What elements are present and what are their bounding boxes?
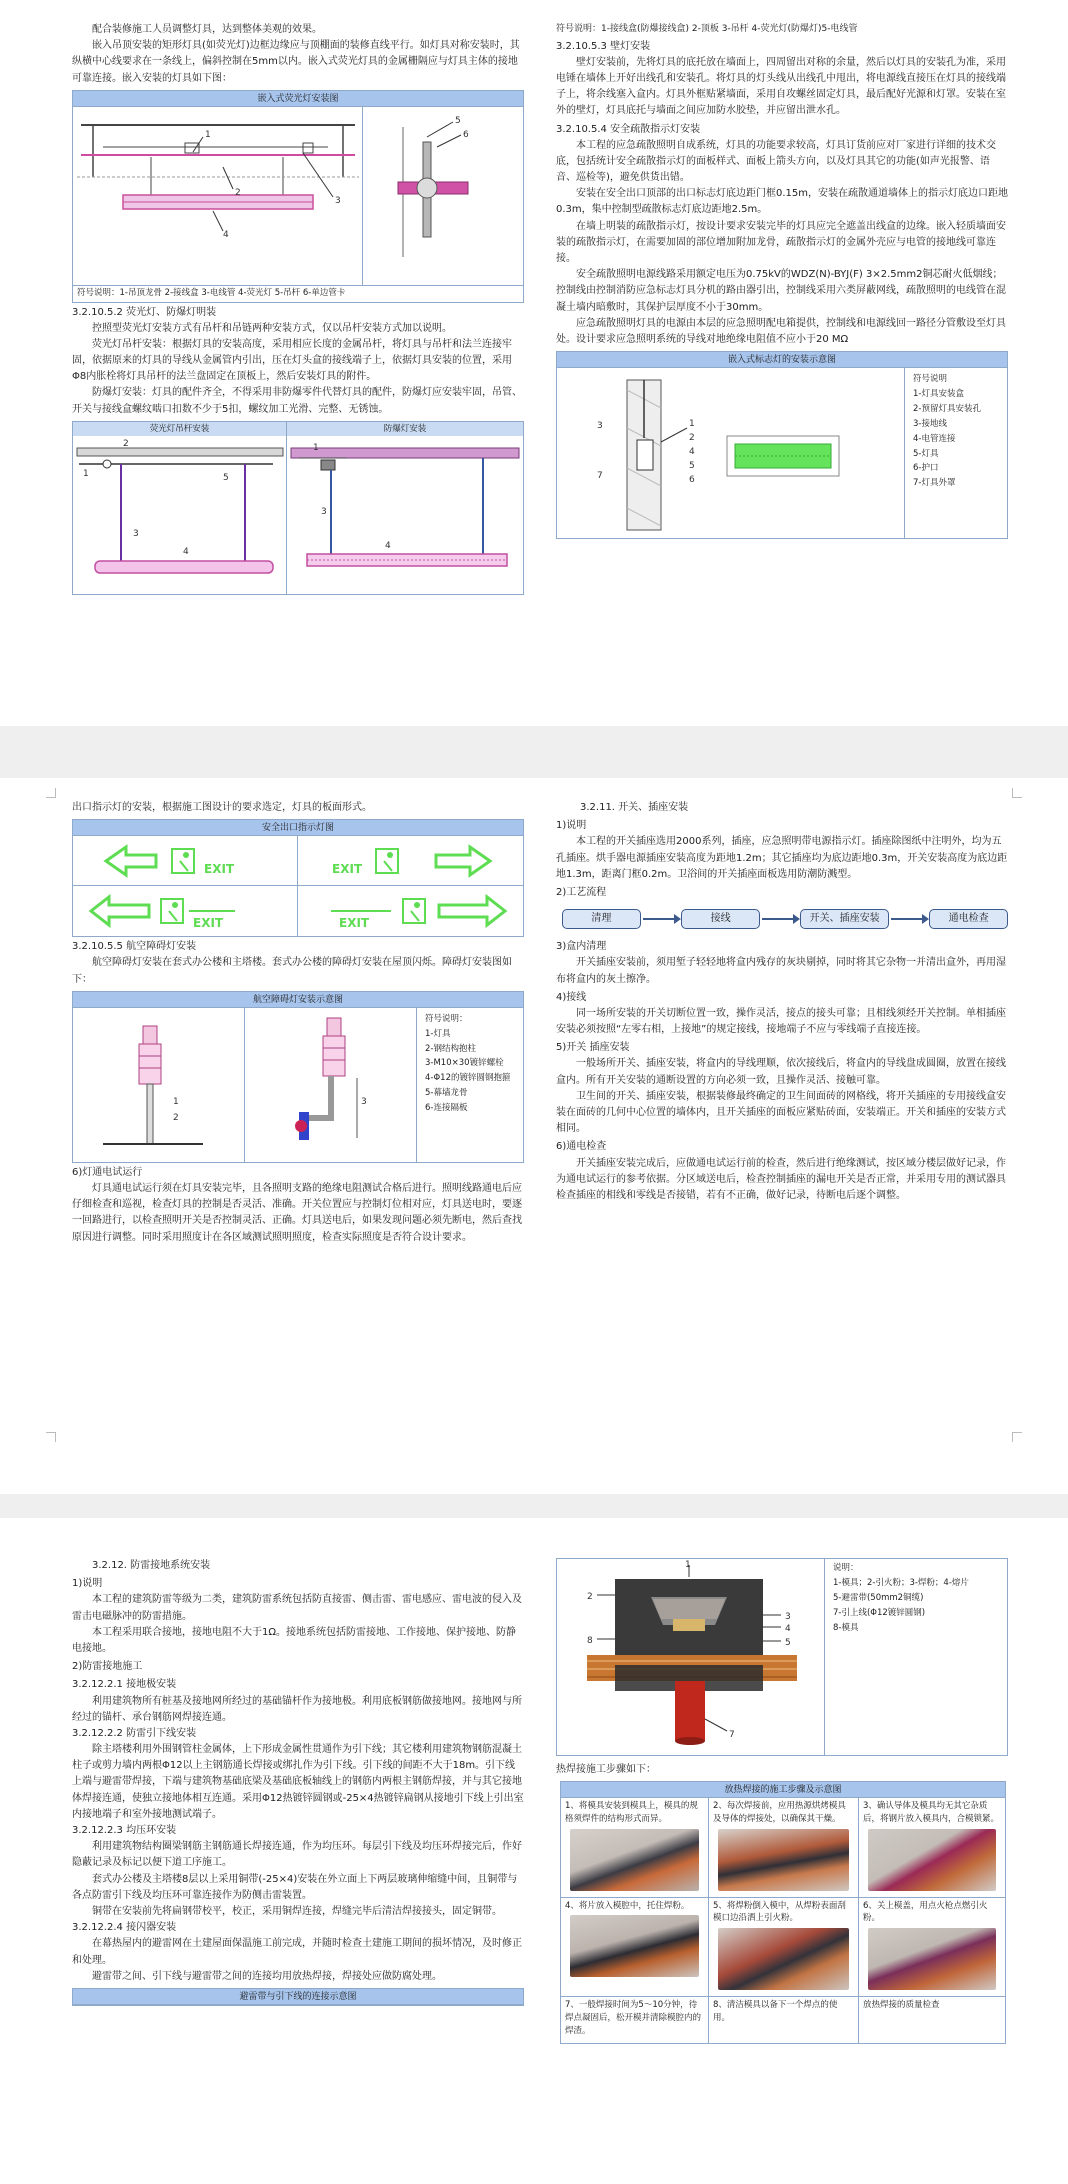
paragraph: 本工程的建筑防雷等级为二类，建筑防雷系统包括防直接雷、侧击雷、雷电感应、雷电波的侵入及雷击电磁脉冲的防雷措施。 <box>72 1594 522 1622</box>
paragraph: 避雷带之间、引下线与避雷带之间的连接均用放热焊接，焊接处应做防腐处理。 <box>92 1970 442 1982</box>
step-cell <box>709 1798 859 1898</box>
page1-right-column <box>556 22 1008 722</box>
paragraph: 本工程采用联合接地，接地电阻不大于1Ω。接地系统包括防雷接地、工作接地、保护接地、防静电接地。 <box>72 1626 517 1654</box>
step-text: 3、确认导体及模具均无其它杂质后，将钢片放入模具内，合模锁紧。 <box>863 1801 1000 1824</box>
svg-text:3: 3 <box>597 421 603 432</box>
step-text: 放热焊接的质量检查 <box>863 2000 940 2011</box>
flow-step: 开关、插座安装 <box>800 909 888 929</box>
svg-text:1: 1 <box>689 419 695 430</box>
table-caption: 符号说明：1-吊顶龙骨 2-接线盒 3-电线管 4-荧光灯 5-吊杆 6-单边管卡 <box>73 285 523 302</box>
flow-arrow <box>891 918 927 920</box>
page1-left-column <box>72 22 524 722</box>
ceiling-lamp-drawing <box>73 107 363 285</box>
section-heading: 3.2.12.2.2 防雷引下线安装 <box>72 1727 197 1739</box>
welding-steps-table <box>560 1781 1006 2044</box>
paragraph: 卫生间的开关、插座安装，根据装修最终确定的卫生间面砖的网格线，将开关插座的专用接线盒安装在面砖的几何中心位置的墙体内，且开关插座的面板应紧贴砖面，安装端正。开关和插座的安装方式相同。 <box>556 1090 1006 1135</box>
paragraph: 航空障碍灯安装在套式办公楼和主塔楼。套式办公楼的障碍灯安装在屋顶闪烁。障碍灯安装图如下： <box>72 957 512 985</box>
explosion-proof-diagram <box>287 436 523 594</box>
legend-item: 2-钢结构抱柱 <box>425 1043 476 1054</box>
exit-sign-right-arrow <box>298 836 523 886</box>
svg-text:3: 3 <box>133 528 139 539</box>
section-heading: 3.2.12. 防雷接地系统安装 <box>92 1560 211 1571</box>
svg-text:2: 2 <box>173 1112 179 1123</box>
svg-text:6: 6 <box>463 129 469 140</box>
svg-text:5: 5 <box>223 472 229 483</box>
exit-label: EXIT <box>338 916 369 931</box>
exit-sign-drawing <box>311 891 511 931</box>
section-heading: 3.2.10.5.5 航空障碍灯安装 <box>72 941 197 953</box>
svg-text:1: 1 <box>313 442 319 453</box>
flow-arrow <box>762 918 798 920</box>
section-heading: 3.2.12.2.3 均压环安装 <box>72 1825 177 1836</box>
legend-item: 符号说明 <box>913 374 948 385</box>
table-col-header: 防爆灯安装 <box>287 422 523 436</box>
exit-sign-drawing <box>326 841 496 881</box>
legend-item: 6-护口 <box>913 463 939 474</box>
legend-item: 说明： <box>833 1563 859 1573</box>
crop-mark <box>1012 788 1022 798</box>
subheading: 3)盒内清理 <box>556 941 607 953</box>
crop-mark <box>46 1432 56 1442</box>
paragraph: 灯具通电试运行须在灯具安装完毕，且各照明支路的绝缘电阻测试合格后进行。照明线路通电后应仔细检查和巡视，检查灯具的控制是否灵活、准确。开关位置应与控制灯位相对应，灯具送电时，要逐一回路进行，以检查照明开关是否控制灵活、正确。灯具送电后，如果发现问题必须先断电，然后查找原因进行调整。同时采用照度计在各区域测试照明照度，检查实际照度是否符合设计要求。 <box>72 1182 522 1243</box>
section-heading: 6)灯通电试运行 <box>72 1166 143 1178</box>
exit-label: EXIT <box>331 861 362 876</box>
svg-text:1: 1 <box>83 468 89 479</box>
section-heading: 3.2.11. 开关、插座安装 <box>580 802 689 813</box>
paragraph: 在墙上明装的疏散指示灯，按设计要求安装完毕的灯具应完全遮盖出线盒的边缘。嵌入轻质墙面安装的疏散指示灯，在需要加固的部位增加附加龙骨，疏散指示灯的金属外壳应与电管的接地线可靠连接。 <box>556 220 1006 265</box>
legend-item: 6-连接隔板 <box>425 1103 468 1113</box>
paragraph: 荧光灯吊杆安装：根据灯具的安装高度，采用相应长度的金属吊杆，将灯具与吊杆和法兰连接牢固，依据原来的灯具的导线从金属管内引出，压在灯头盒的接线端子上，依据灯具安装的位置，采用Φ8内胀栓将灯具吊杆的法兰盘固定在顶板上，然后安装灯具的附件。 <box>72 338 512 383</box>
pendant-fluorescent-drawing <box>73 436 287 594</box>
step-cell <box>859 1997 1005 2043</box>
part-label: 7 <box>729 1730 735 1740</box>
step-cell <box>709 1898 859 1998</box>
legend-item: 7-灯具外罩 <box>913 478 956 489</box>
aviation-light-drawing <box>73 1008 245 1162</box>
paragraph: 利用建筑物结构圈梁钢筋主钢筋通长焊接连通，作为均压环。每层引下线及均压环焊接完后，作好隐蔽记录及标记以便下道工序施工。 <box>72 1841 522 1869</box>
section-heading: 3.2.10.5.3 壁灯安装 <box>556 40 651 52</box>
step-cell <box>859 1898 1005 1998</box>
paragraph: 热焊接施工步骤如下： <box>556 1764 656 1775</box>
step-text: 5、将焊粉倒入模中，从焊粉表面刮模口边沿洒上引火粉。 <box>713 1900 846 1924</box>
section-heading: 3.2.12.2.4 接闪器安装 <box>72 1922 177 1934</box>
part-label: 5 <box>785 1638 791 1648</box>
exit-sign-drawing <box>100 841 270 881</box>
exit-sign-right-arrow <box>298 886 523 936</box>
paragraph: 防爆灯安装：灯具的配件齐全，不得采用非防爆零件代替灯具的配件，防爆灯应安装牢固，吊管、开关与接线盒螺纹啮口扣数不少于5扣，螺纹加工光滑、完整、无锈蚀。 <box>72 387 522 415</box>
table-title: 航空障碍灯安装示意图 <box>73 992 523 1008</box>
table-title: 避雷带与引下线的连接示意图 <box>73 1989 523 2005</box>
paragraph: 利用建筑物所有桩基及接地网所经过的基础锚杆作为接地极。利用底板钢筋做接地网。接地网与所经过的锚杆、承台钢筋网焊接连通。 <box>72 1695 522 1723</box>
subheading: 1)说明 <box>556 820 587 832</box>
legend-item: 4-Φ12的镀锌圆钢抱箍 <box>425 1073 511 1084</box>
step-cell <box>561 1798 709 1898</box>
svg-text:2: 2 <box>123 438 129 449</box>
exit-label: EXIT <box>193 916 224 931</box>
table-title: 安全出口指示灯图 <box>73 820 523 836</box>
subheading: 2)工艺流程 <box>556 886 607 898</box>
exit-sign-install-table <box>556 351 1008 539</box>
flow-step: 接线 <box>681 909 760 929</box>
subheading: 2)防雷接地施工 <box>72 1661 143 1673</box>
paragraph: 一般场所开关、插座安装，将盒内的导线理顺，依次接线后，将盒内的导线盘成圆圈，放置在接线盒内。所有开关安装的通断设置的方向必须一致，且操作灵活、接触可靠。 <box>556 1058 1006 1086</box>
paragraph: 开关插座安装前，须用堑子轻轻地将盒内残存的灰块剔掉，同时将其它杂物一并清出盒外，再用湿布将盒内的灰土擦净。 <box>556 957 1006 985</box>
legend-item: 5-灯具 <box>913 448 939 459</box>
paragraph: 嵌入吊顶安装的矩形灯具(如荧光灯)边框边缘应与顶棚面的装修直线平行。如灯具对称安装时，其纵横中心线要求在一条线上，偏斜控制在5mm以内。嵌入式荧光灯具的金属栅隔应与灯具主体的接地可靠连接。嵌入安装的灯具如下图： <box>72 40 520 84</box>
aviation-legend <box>417 1008 523 1162</box>
svg-text:3: 3 <box>321 506 327 517</box>
legend-item: 1-灯具 <box>425 1028 451 1039</box>
pipe-clamp-drawing <box>363 107 523 285</box>
svg-text:3: 3 <box>361 1096 367 1107</box>
page-gap <box>0 726 1068 778</box>
symbol-legend <box>905 368 1007 538</box>
svg-text:1: 1 <box>173 1096 179 1107</box>
paragraph: 铜带在安装前先将扁钢带校平，校正，采用铜焊连接，焊缝完毕后清洁焊接接头，固定铜带。 <box>92 1905 502 1917</box>
legend-item: 1-模具；2-引火粉；3-焊粉；4-熔片 <box>833 1577 969 1588</box>
subheading: 1)说明 <box>72 1578 103 1590</box>
part-label: 4 <box>785 1624 791 1634</box>
paragraph: 套式办公楼及主塔楼8层以上采用铜带(-25×4)安装在外立面上下两层玻璃伸缩缝中间，且铜带与各点防雷引下线及均压环可靠连接作为防侧击雷装置。 <box>72 1873 518 1901</box>
exit-sign-left-arrow <box>73 886 298 936</box>
legend-item: 3-M10×30镀锌螺栓 <box>425 1058 504 1069</box>
flow-arrow <box>643 918 679 920</box>
step-text: 7、一般焊接时间为5～10分钟，待焊点凝固后，松开模并清除模腔内的焊渣。 <box>565 2000 702 2036</box>
paragraph: 同一场所安装的开关切断位置一致，操作灵活，接点的接头可靠；且相线须经开关控制。单相插座安装必须按照“左零右相，上接地”的规定接线，接地端子不应与零线端子直接连接。 <box>556 1007 1006 1036</box>
aviation-light-diagram-a <box>73 1008 245 1162</box>
paragraph: 安装在安全出口顶部的出口标志灯底边距门框0.15m，安装在疏散通道墙体上的指示灯底边口距地0.3m，集中控制型疏散标志灯底边距地2.5m。 <box>556 188 1008 216</box>
step-text: 4、将片放入模腔中，托住焊粉。 <box>565 1900 690 1911</box>
welding-photo <box>868 1928 996 1990</box>
legend-item: 3-接地线 <box>913 418 947 429</box>
legend-item: 2-预留灯具安装孔 <box>913 403 981 414</box>
welding-photo <box>570 1915 699 1977</box>
part-label: 8 <box>587 1636 593 1646</box>
part-label: 1 <box>685 1560 691 1570</box>
step-text: 1、将模具安装到模具上，模具的规格须焊件的结构形式而异。 <box>565 1801 698 1824</box>
paragraph: 在幕热屋内的避雷网在土建屋面保温施工前完成，并随时检查土建施工期间的损坏情况，及时修正和处理。 <box>72 1938 522 1966</box>
step-cell <box>859 1798 1005 1898</box>
paragraph: 出口指示灯的安装，根据施工图设计的要求选定，灯具的板面形式。 <box>72 802 372 813</box>
legend-item: 1-灯具安装盒 <box>913 389 964 400</box>
mold-legend <box>825 1559 1007 1755</box>
legend-item: 5-幕墙龙骨 <box>425 1088 468 1099</box>
subheading: 4)接线 <box>556 991 587 1003</box>
legend-item: 8-模具 <box>833 1622 859 1633</box>
subheading: 6)通电检查 <box>556 1141 607 1153</box>
pendant-fluorescent-diagram <box>73 436 287 594</box>
step-cell <box>709 1997 859 2043</box>
flow-step: 通电检查 <box>929 909 1008 929</box>
paragraph: 应急疏散照明灯具的电源由本层的应急照明配电箱提供，控制线和电源线回一路径分管敷设至灯具处。设计要求应急照明系统的导线对地绝缘电阻值不应小于20 MΩ <box>556 317 1006 345</box>
svg-text:4: 4 <box>385 540 391 551</box>
welding-photo <box>868 1829 996 1891</box>
step-text: 6、关上模盖，用点火枪点燃引火粉。 <box>863 1900 988 1924</box>
page3-right-column <box>556 1558 1008 2184</box>
page-1 <box>0 0 1068 726</box>
exit-sign-left-arrow <box>73 836 298 886</box>
figure-caption: 符号说明：1-接线盒(防爆接线盒) 2-顶板 3-吊杆 4-荧光灯(防爆灯)5-电线管 <box>556 24 858 34</box>
welding-photo <box>718 1928 849 1990</box>
step-text: 8、清洁模具以备下一个焊点的使用。 <box>713 2000 838 2023</box>
section-heading: 3.2.10.5.4 安全疏散指示灯安装 <box>556 123 701 135</box>
legend-item: 5-避雷带(50mm2铜缆) <box>833 1592 924 1603</box>
legend-item: 4-电管连接 <box>913 433 956 444</box>
page2-right-column <box>556 800 1008 1460</box>
aviation-light-diagram-b <box>245 1008 417 1162</box>
step-text: 2、每次焊接前，应用热源烘烤模具及导体的焊接处，以确保其干燥。 <box>713 1801 846 1824</box>
step-cell <box>561 1997 709 2043</box>
legend-item: 符号说明： <box>425 1013 468 1024</box>
table-title: 嵌入式荧光灯安装图 <box>73 91 523 107</box>
svg-text:2: 2 <box>235 187 241 198</box>
page3-left-column <box>72 1558 524 2184</box>
exit-label: EXIT <box>204 861 235 876</box>
sign-install-drawing <box>557 368 905 538</box>
svg-text:5: 5 <box>455 115 461 126</box>
svg-text:2: 2 <box>689 433 695 444</box>
exit-sign-drawing <box>85 891 285 931</box>
svg-text:4: 4 <box>223 229 229 240</box>
table-col-header: 荧光灯吊杆安装 <box>73 422 287 436</box>
sign-install-diagram <box>557 368 905 538</box>
subheading: 5)开关 插座安装 <box>556 1042 630 1054</box>
pendant-install-table <box>72 421 524 595</box>
svg-text:5: 5 <box>689 461 695 472</box>
mold-drawing <box>557 1559 825 1755</box>
paragraph: 安全疏散照明电源线路采用额定电压为0.75kV的WDZ(N)-BYJ(F) 3×2.5mm2铜芯耐火低烟线；控制线由控制消防应急标志灯具分机的路由器引出，控制线采用六类屏蔽网线，疏散照明的电线管在混凝土墙内暗敷时，其保护层厚度不小于30mm。 <box>556 269 1006 313</box>
lightning-connection-table <box>72 1988 524 2006</box>
section-heading: 3.2.12.2.1 接地极安装 <box>72 1679 177 1691</box>
svg-text:3: 3 <box>335 195 341 206</box>
legend-item: 7-引上线(Φ12镀锌圆钢) <box>833 1607 926 1618</box>
step-cell <box>561 1898 709 1998</box>
svg-text:7: 7 <box>597 471 603 482</box>
aviation-light-drawing <box>245 1008 417 1162</box>
welding-photo <box>570 1829 699 1891</box>
ceiling-lamp-diagram <box>73 107 363 285</box>
welding-photo <box>718 1829 849 1891</box>
mold-diagram <box>557 1559 825 1755</box>
section-heading: 3.2.10.5.2 荧光灯、防爆灯明装 <box>72 306 217 318</box>
paragraph: 配合装修施工人员调整灯具，达到整体美观的效果。 <box>92 24 322 35</box>
part-label: 2 <box>587 1592 593 1602</box>
svg-text:4: 4 <box>183 546 189 557</box>
flow-step: 清理 <box>562 909 641 929</box>
part-label: 3 <box>785 1612 791 1622</box>
table-title: 嵌入式标志灯的安装示意图 <box>557 352 1007 368</box>
page-gap <box>0 1494 1068 1518</box>
crop-mark <box>46 788 56 798</box>
svg-text:1: 1 <box>205 129 211 140</box>
paragraph: 本工程的开关插座选用2000系列，插座，应急照明带电源指示灯。插座除图纸中注明外，均为五孔插座。烘手器电源插座安装高度为距地1.2m；其它插座均为底边距地0.3m，开关安装高度为底边距地1.3m，距离门框0.2m。卫浴间的开关插座面板选用防潮防溅型。 <box>556 836 1008 880</box>
exothermic-mold-table <box>556 1558 1008 1756</box>
svg-text:4: 4 <box>689 447 695 458</box>
page2-left-column <box>72 800 524 1460</box>
paragraph: 除主塔楼利用外围钢管柱金属体，上下形成金属性贯通作为引下线；其它楼利用建筑物钢筋混凝土柱子或剪力墙内两根Φ12以上主钢筋通长焊接或绑扎作为引下线。引下线的间距不大于18m。引下线上端与避雷带焊接，下端与建筑物基础底梁及基础底板轴线上的钢筋内两根主钢筋焊接，并与其它接地体焊接连通，使独立接地体相互连通。采用Φ12热镀锌圆钢或-25×4热镀锌扁钢从接地引下线上引出室内接地端子和室外接地测试端子。 <box>72 1744 524 1820</box>
paragraph: 控照型荧光灯安装方式有吊杆和吊链两种安装方式，仅以吊杆安装方式加以说明。 <box>92 322 452 334</box>
process-flowchart <box>562 909 1008 929</box>
paragraph: 开关插座安装完成后，应做通电试运行前的检查，然后进行绝缘测试，按区域分楼层做好记录，作为通电试运行的参考依据。分区域送电后，检查控制插座的漏电开关是否正常，并采用专用的测试器具检查插座的相线和零线是否接错，若有不正确，做好记录，待断电后逐个调整。 <box>556 1157 1006 1201</box>
page-2 <box>0 778 1068 1494</box>
page-3 <box>0 1518 1068 2184</box>
paragraph: 壁灯安装前，先将灯具的底托放在墙面上，四周留出对称的余量，然后以灯具的安装孔为准，采用电锤在墙体上开好出线孔和安装孔。将灯具的灯头线从出线孔中甩出，将电源线直接压在灯具的接线端子上，将余线塞入盒内。灯具外框贴紧墙面，采用自攻螺丝固定灯具，最后配好光源和灯罩。安装在室外的壁灯，灯具底托与墙面之间应加防水胶垫，并应留出泄水孔。 <box>556 56 1006 117</box>
table-title: 放热焊接的施工步骤及示意图 <box>561 1782 1005 1798</box>
embedded-fluorescent-table <box>72 90 524 303</box>
crop-mark <box>1012 1432 1022 1442</box>
paragraph: 本工程的应急疏散照明自成系统，灯具的功能要求较高，灯具订货前应对厂家进行详细的技术交底，包括统计安全疏散指示灯的面板样式、面板上箭头方向，以及灯具其它的功能(如声光报警、语音、巡检等)，避免供货出错。 <box>556 139 996 184</box>
explosion-proof-drawing <box>287 436 523 594</box>
clamp-detail-diagram <box>363 107 523 285</box>
aviation-light-table <box>72 991 524 1163</box>
svg-text:6: 6 <box>689 475 695 486</box>
exit-sign-table <box>72 819 524 937</box>
